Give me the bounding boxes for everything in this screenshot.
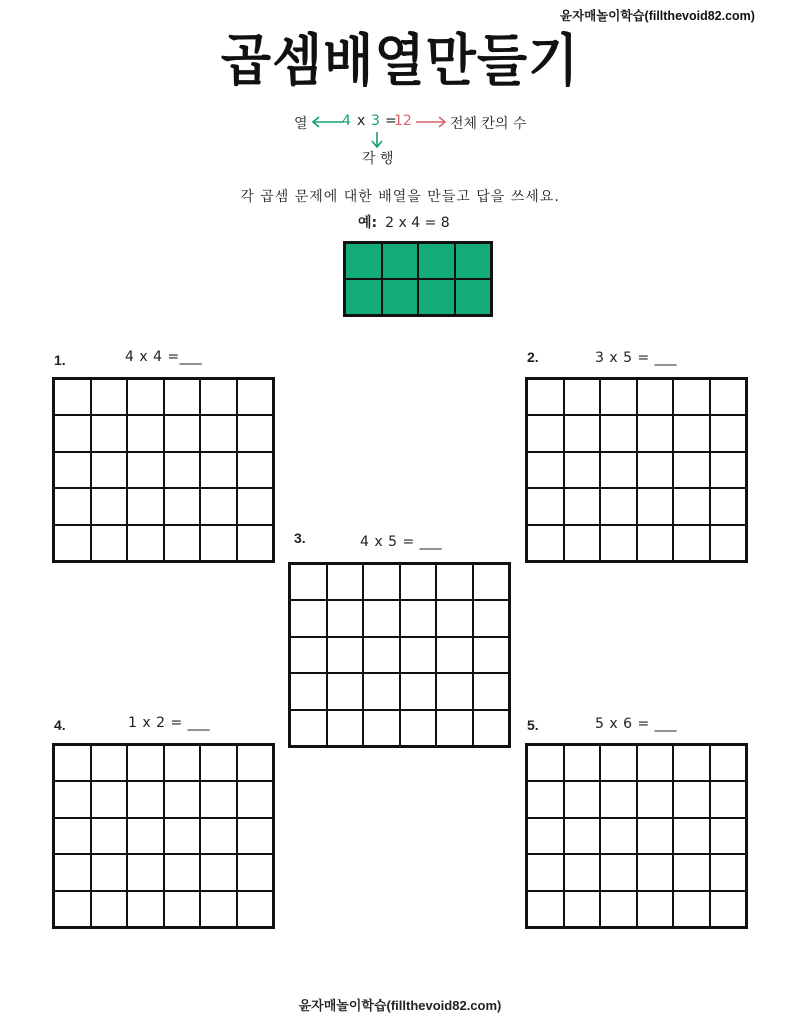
grid-cell[interactable]	[127, 818, 164, 854]
grid-cell[interactable]	[710, 781, 747, 817]
grid-cell[interactable]	[200, 415, 237, 451]
grid-cell[interactable]	[710, 525, 747, 561]
page-title: 곱셈배열만들기	[220, 29, 580, 94]
grid-cell[interactable]	[527, 415, 564, 451]
times-sign: x	[357, 113, 366, 129]
grid-cell[interactable]	[164, 488, 201, 524]
grid-cell[interactable]	[600, 525, 637, 561]
grid-cell[interactable]	[290, 673, 327, 709]
grid-cell[interactable]	[637, 379, 674, 415]
grid-cell[interactable]	[527, 781, 564, 817]
problem-4-number: 4.	[54, 717, 66, 733]
grid-cell[interactable]	[91, 415, 128, 451]
grid-cell[interactable]	[164, 745, 201, 781]
grid-cell[interactable]	[327, 673, 364, 709]
grid-cell[interactable]	[363, 564, 400, 600]
grid-cell[interactable]	[127, 781, 164, 817]
example-equation: 2 x 4 = 8	[385, 215, 450, 231]
grid-cell[interactable]	[363, 673, 400, 709]
grid-cell[interactable]	[200, 525, 237, 561]
example-cell	[382, 243, 419, 279]
grid-cell[interactable]	[600, 745, 637, 781]
grid-cell[interactable]	[327, 600, 364, 636]
grid-cell[interactable]	[290, 710, 327, 746]
problem-1-number: 1.	[54, 352, 66, 368]
grid-cell[interactable]	[237, 745, 274, 781]
grid-cell[interactable]	[600, 818, 637, 854]
grid-cell[interactable]	[91, 891, 128, 927]
grid-cell[interactable]	[637, 488, 674, 524]
grid-cell[interactable]	[127, 854, 164, 890]
grid-cell[interactable]	[637, 891, 674, 927]
grid-cell[interactable]	[473, 710, 510, 746]
grid-cell[interactable]	[600, 379, 637, 415]
grid-cell[interactable]	[637, 745, 674, 781]
grid-cell[interactable]	[127, 525, 164, 561]
grid-cell[interactable]	[127, 745, 164, 781]
grid-cell[interactable]	[91, 379, 128, 415]
grid-cell[interactable]	[200, 818, 237, 854]
grid-cell[interactable]	[237, 891, 274, 927]
grid-cell[interactable]	[527, 525, 564, 561]
example-cell	[418, 243, 455, 279]
example-array-grid	[343, 241, 493, 317]
factor-a: 4	[342, 113, 351, 129]
grid-cell[interactable]	[710, 488, 747, 524]
col-label: 열	[294, 116, 308, 132]
grid-cell[interactable]	[54, 781, 91, 817]
grid-cell[interactable]	[564, 452, 601, 488]
problem-4-grid[interactable]	[52, 743, 275, 929]
grid-cell[interactable]	[290, 637, 327, 673]
grid-cell[interactable]	[127, 379, 164, 415]
grid-cell[interactable]	[673, 525, 710, 561]
grid-cell[interactable]	[527, 818, 564, 854]
grid-cell[interactable]	[400, 564, 437, 600]
grid-cell[interactable]	[564, 891, 601, 927]
problem-2-equation: 3 x 5 = ___	[595, 350, 678, 366]
instruction-text: 각 곱셈 문제에 대한 배열을 만들고 답을 쓰세요.	[240, 189, 560, 205]
grid-cell[interactable]	[600, 891, 637, 927]
grid-cell[interactable]	[200, 854, 237, 890]
grid-cell[interactable]	[473, 637, 510, 673]
equals-sign: =	[385, 113, 397, 129]
grid-cell[interactable]	[673, 818, 710, 854]
grid-cell[interactable]	[637, 854, 674, 890]
example-cell	[382, 279, 419, 315]
grid-cell[interactable]	[564, 379, 601, 415]
grid-cell[interactable]	[363, 600, 400, 636]
grid-cell[interactable]	[527, 745, 564, 781]
grid-cell[interactable]	[54, 488, 91, 524]
grid-cell[interactable]	[564, 781, 601, 817]
grid-cell[interactable]	[327, 637, 364, 673]
product-value: 12	[394, 113, 412, 129]
example-line	[358, 212, 450, 232]
grid-cell[interactable]	[54, 525, 91, 561]
grid-cell[interactable]	[327, 564, 364, 600]
grid-cell[interactable]	[237, 525, 274, 561]
grid-cell[interactable]	[600, 488, 637, 524]
grid-cell[interactable]	[200, 452, 237, 488]
grid-cell[interactable]	[54, 745, 91, 781]
problem-2-number: 2.	[527, 349, 539, 365]
grid-cell[interactable]	[164, 818, 201, 854]
grid-cell[interactable]	[290, 600, 327, 636]
grid-cell[interactable]	[91, 525, 128, 561]
grid-cell[interactable]	[164, 525, 201, 561]
grid-cell[interactable]	[91, 488, 128, 524]
grid-cell[interactable]	[673, 891, 710, 927]
grid-cell[interactable]	[637, 415, 674, 451]
total-label: 전체 칸의 수	[450, 116, 527, 132]
grid-cell[interactable]	[710, 379, 747, 415]
grid-cell[interactable]	[400, 637, 437, 673]
grid-cell[interactable]	[600, 415, 637, 451]
row-label: 각 행	[362, 151, 394, 167]
grid-cell[interactable]	[673, 415, 710, 451]
down-arrow-icon	[370, 131, 384, 149]
grid-cell[interactable]	[400, 710, 437, 746]
example-cell	[418, 279, 455, 315]
grid-cell[interactable]	[200, 488, 237, 524]
grid-cell[interactable]	[436, 564, 473, 600]
grid-cell[interactable]	[473, 564, 510, 600]
grid-cell[interactable]	[164, 781, 201, 817]
grid-cell[interactable]	[127, 415, 164, 451]
grid-cell[interactable]	[527, 854, 564, 890]
grid-cell[interactable]	[363, 637, 400, 673]
grid-cell[interactable]	[200, 781, 237, 817]
grid-cell[interactable]	[564, 488, 601, 524]
grid-cell[interactable]	[237, 854, 274, 890]
problem-1-grid[interactable]	[52, 377, 275, 563]
grid-cell[interactable]	[673, 745, 710, 781]
grid-cell[interactable]	[91, 781, 128, 817]
grid-cell[interactable]	[673, 488, 710, 524]
example-label: 예:	[358, 215, 378, 231]
grid-cell[interactable]	[710, 854, 747, 890]
grid-cell[interactable]	[54, 415, 91, 451]
grid-cell[interactable]	[564, 818, 601, 854]
grid-cell[interactable]	[710, 891, 747, 927]
footer-brand: 윤자매놀이학습(fillthevoid82.com)	[298, 998, 502, 1013]
grid-cell[interactable]	[363, 710, 400, 746]
grid-cell[interactable]	[290, 564, 327, 600]
problem-3-grid[interactable]	[288, 562, 511, 748]
grid-cell[interactable]	[91, 745, 128, 781]
grid-cell[interactable]	[637, 452, 674, 488]
problem-5-equation: 5 x 6 = ___	[595, 716, 678, 732]
problem-5-grid[interactable]	[525, 743, 748, 929]
grid-cell[interactable]	[54, 452, 91, 488]
grid-cell[interactable]	[564, 525, 601, 561]
problem-5-number: 5.	[527, 717, 539, 733]
problem-3-number: 3.	[294, 530, 306, 546]
grid-cell[interactable]	[200, 379, 237, 415]
grid-cell[interactable]	[54, 379, 91, 415]
grid-cell[interactable]	[436, 710, 473, 746]
grid-cell[interactable]	[164, 452, 201, 488]
grid-cell[interactable]	[710, 415, 747, 451]
problem-3-equation: 4 x 5 = ___	[360, 534, 443, 550]
grid-cell[interactable]	[473, 673, 510, 709]
problem-1-equation: 4 x 4 =___	[125, 349, 203, 365]
grid-cell[interactable]	[600, 854, 637, 890]
grid-cell[interactable]	[527, 891, 564, 927]
grid-cell[interactable]	[436, 600, 473, 636]
grid-cell[interactable]	[91, 452, 128, 488]
grid-cell[interactable]	[200, 891, 237, 927]
grid-cell[interactable]	[564, 415, 601, 451]
grid-cell[interactable]	[127, 488, 164, 524]
grid-cell[interactable]	[600, 452, 637, 488]
grid-cell[interactable]	[527, 452, 564, 488]
example-cell	[345, 243, 382, 279]
example-cell	[455, 243, 492, 279]
grid-cell[interactable]	[237, 379, 274, 415]
grid-cell[interactable]	[400, 600, 437, 636]
grid-cell[interactable]	[54, 891, 91, 927]
grid-cell[interactable]	[127, 452, 164, 488]
grid-cell[interactable]	[527, 379, 564, 415]
grid-cell[interactable]	[564, 745, 601, 781]
grid-cell[interactable]	[673, 452, 710, 488]
grid-cell[interactable]	[91, 818, 128, 854]
grid-cell[interactable]	[436, 673, 473, 709]
grid-cell[interactable]	[164, 379, 201, 415]
grid-cell[interactable]	[473, 600, 510, 636]
grid-cell[interactable]	[600, 781, 637, 817]
grid-cell[interactable]	[637, 525, 674, 561]
left-arrow-icon	[310, 115, 346, 129]
grid-cell[interactable]	[673, 781, 710, 817]
grid-cell[interactable]	[237, 452, 274, 488]
grid-cell[interactable]	[54, 818, 91, 854]
grid-cell[interactable]	[164, 891, 201, 927]
grid-cell[interactable]	[237, 818, 274, 854]
grid-cell[interactable]	[637, 818, 674, 854]
problem-4-equation: 1 x 2 = ___	[128, 715, 211, 731]
grid-cell[interactable]	[710, 818, 747, 854]
factor-b: 3	[371, 113, 380, 129]
example-cell	[345, 279, 382, 315]
grid-cell[interactable]	[564, 854, 601, 890]
grid-cell[interactable]	[327, 710, 364, 746]
problem-2-grid[interactable]	[525, 377, 748, 563]
grid-cell[interactable]	[237, 781, 274, 817]
grid-cell[interactable]	[673, 854, 710, 890]
grid-cell[interactable]	[164, 854, 201, 890]
grid-cell[interactable]	[91, 854, 128, 890]
grid-cell[interactable]	[710, 745, 747, 781]
example-cell	[455, 279, 492, 315]
grid-cell[interactable]	[237, 415, 274, 451]
grid-cell[interactable]	[127, 891, 164, 927]
grid-cell[interactable]	[637, 781, 674, 817]
grid-cell[interactable]	[54, 854, 91, 890]
grid-cell[interactable]	[164, 415, 201, 451]
grid-cell[interactable]	[436, 637, 473, 673]
brand-header: 윤자매놀이학습(fillthevoid82.com)	[560, 9, 755, 23]
right-arrow-icon	[414, 115, 448, 129]
grid-cell[interactable]	[400, 673, 437, 709]
grid-cell[interactable]	[200, 745, 237, 781]
grid-cell[interactable]	[527, 488, 564, 524]
grid-cell[interactable]	[237, 488, 274, 524]
grid-cell[interactable]	[710, 452, 747, 488]
grid-cell[interactable]	[673, 379, 710, 415]
